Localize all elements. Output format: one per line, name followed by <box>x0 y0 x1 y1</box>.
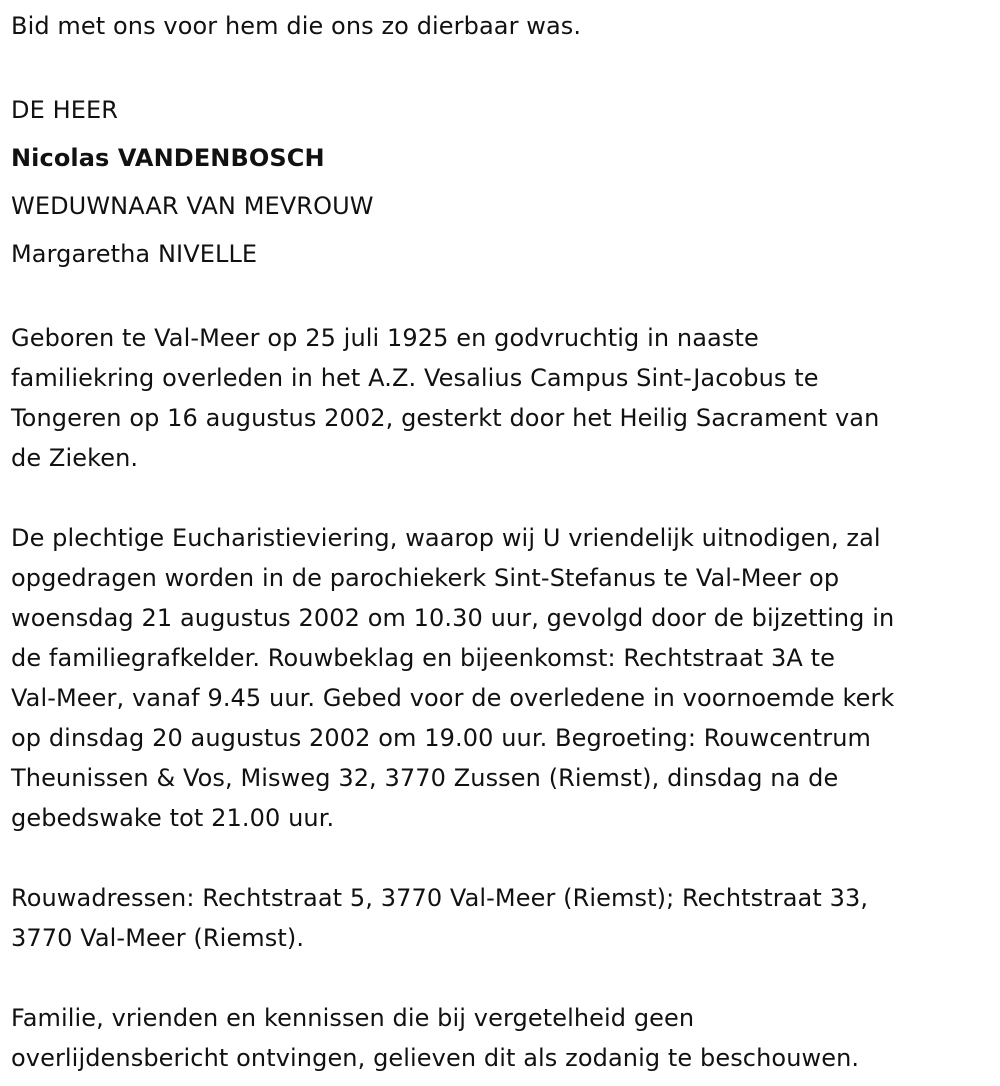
deceased-name: Nicolas VANDENBOSCH <box>11 144 325 172</box>
title-line: DE HEER <box>11 96 119 124</box>
addresses-paragraph <box>11 878 991 958</box>
spacer <box>11 958 991 998</box>
closing-paragraph <box>11 998 991 1078</box>
paragraph-line: Val-Meer, vanaf 9.45 uur. Gebed voor de overledene in voornoemde kerk <box>11 684 895 712</box>
paragraph-line: woensdag 21 augustus 2002 om 10.30 uur, gevolgd door de bijzetting in <box>11 604 895 632</box>
obituary-document <box>11 6 991 1078</box>
paragraph-line: De plechtige Eucharistieviering, waarop wij U vriendelijk uitnodigen, zal <box>11 524 881 552</box>
spacer <box>11 46 991 86</box>
paragraph-line: familiekring overleden in het A.Z. Vesalius Campus Sint-Jacobus te <box>11 364 819 392</box>
paragraph-line: gebedswake tot 21.00 uur. <box>11 804 335 832</box>
spacer <box>11 278 991 318</box>
relation-line: WEDUWNAAR VAN MEVROUW <box>11 192 374 220</box>
spacer <box>11 478 991 518</box>
paragraph-line: Geboren te Val-Meer op 25 juli 1925 en godvruchtig in naaste <box>11 324 759 352</box>
paragraph-line: Tongeren op 16 augustus 2002, gesterkt door het Heilig Sacrament van <box>11 404 880 432</box>
birth-death-paragraph <box>11 318 991 478</box>
spouse-name: Margaretha NIVELLE <box>11 240 258 268</box>
deceased-heading <box>11 86 991 278</box>
spacer <box>11 838 991 878</box>
paragraph-line: overlijdensbericht ontvingen, gelieven dit als zodanig te beschouwen. <box>11 1044 860 1072</box>
paragraph-line: Theunissen & Vos, Misweg 32, 3770 Zussen (Riemst), dinsdag na de <box>11 764 839 792</box>
prayer-line: Bid met ons voor hem die ons zo dierbaar was. <box>11 12 582 40</box>
paragraph-line: op dinsdag 20 augustus 2002 om 19.00 uur. Begroeting: Rouwcentrum <box>11 724 871 752</box>
ceremony-paragraph <box>11 518 991 838</box>
paragraph-line: de Zieken. <box>11 444 139 472</box>
paragraph-line: Rouwadressen: Rechtstraat 5, 3770 Val-Meer (Riemst); Rechtstraat 33, <box>11 884 869 912</box>
paragraph-line: Familie, vrienden en kennissen die bij vergetelheid geen <box>11 1004 695 1032</box>
paragraph-line: de familiegrafkelder. Rouwbeklag en bijeenkomst: Rechtstraat 3A te <box>11 644 836 672</box>
paragraph-line: 3770 Val-Meer (Riemst). <box>11 924 305 952</box>
paragraph-line: opgedragen worden in de parochiekerk Sint-Stefanus te Val-Meer op <box>11 564 840 592</box>
